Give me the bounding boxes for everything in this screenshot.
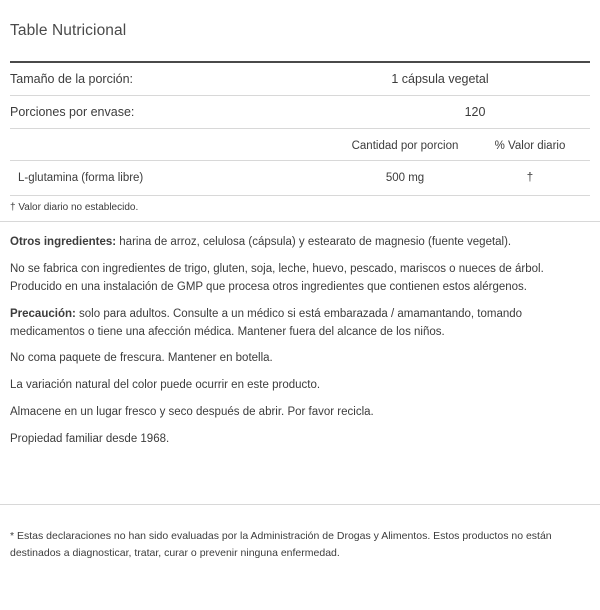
nutrition-facts-page xyxy=(0,10,600,610)
servings-per-container-row xyxy=(0,96,600,128)
other-ingredients-text: harina de arroz, celulosa (cápsula) y estearato de magnesio (fuente vegetal). xyxy=(116,236,512,249)
info-paragraphs xyxy=(0,222,600,448)
disclaimer-divider xyxy=(0,504,600,505)
page-title: Table Nutricional xyxy=(10,22,127,40)
caution-label: Precaución: xyxy=(10,307,76,320)
servings-per-container-label: Porciones por envase: xyxy=(10,104,135,119)
nutrient-daily-value: † xyxy=(526,172,534,185)
serving-size-value: 1 cápsula vegetal xyxy=(391,71,489,86)
serving-size-label: Tamaño de la porción: xyxy=(10,71,133,86)
caution-paragraph xyxy=(10,297,590,342)
caution-text: solo para adultos. Consulte a un médico si está embarazada / amamantando, tomando medicamentos o tiene una afección médica. Mantener fuera del alcance de los niños. xyxy=(10,307,523,338)
header-spacer xyxy=(10,139,340,155)
table-row xyxy=(0,161,600,195)
family-owned-paragraph: Propiedad familiar desde 1968. xyxy=(10,432,170,445)
allergen-paragraph: No se fabrica con ingredientes de trigo, gluten, soja, leche, huevo, pescado, mariscos o nueces de árbol. Producido en una instalación de GMP que procesa otros ingredientes que contienen estos alérgenos. xyxy=(10,263,544,293)
color-variation-paragraph: La variación natural del color puede ocurrir en este producto. xyxy=(10,379,321,392)
servings-per-container-value: 120 xyxy=(464,104,486,119)
nutrient-table-header xyxy=(0,129,600,161)
serving-size-row xyxy=(0,63,600,95)
other-ingredients-label: Otros ingredientes: xyxy=(10,236,117,249)
fda-disclaimer: * Estas declaraciones no han sido evaluadas por la Administración de Drogas y Alimentos. Estos productos no están destinados a diagnosticar, tratar, curar o prevenir ninguna enfermedad. xyxy=(10,530,552,560)
nutrient-amount: 500 mg xyxy=(385,172,425,185)
nutrient-name: L-glutamina (forma libre) xyxy=(18,172,144,185)
disclaimer-section xyxy=(0,504,600,573)
column-header-amount: Cantidad por porcion xyxy=(351,139,459,152)
daily-value-footnote: † Valor diario no establecido. xyxy=(10,202,139,214)
other-ingredients-paragraph xyxy=(10,222,590,252)
column-header-daily-value: % Valor diario xyxy=(494,139,566,152)
storage-paragraph: Almacene en un lugar fresco y seco después de abrir. Por favor recicla. xyxy=(10,405,374,418)
freshness-paragraph: No coma paquete de frescura. Mantener en botella. xyxy=(10,352,273,365)
